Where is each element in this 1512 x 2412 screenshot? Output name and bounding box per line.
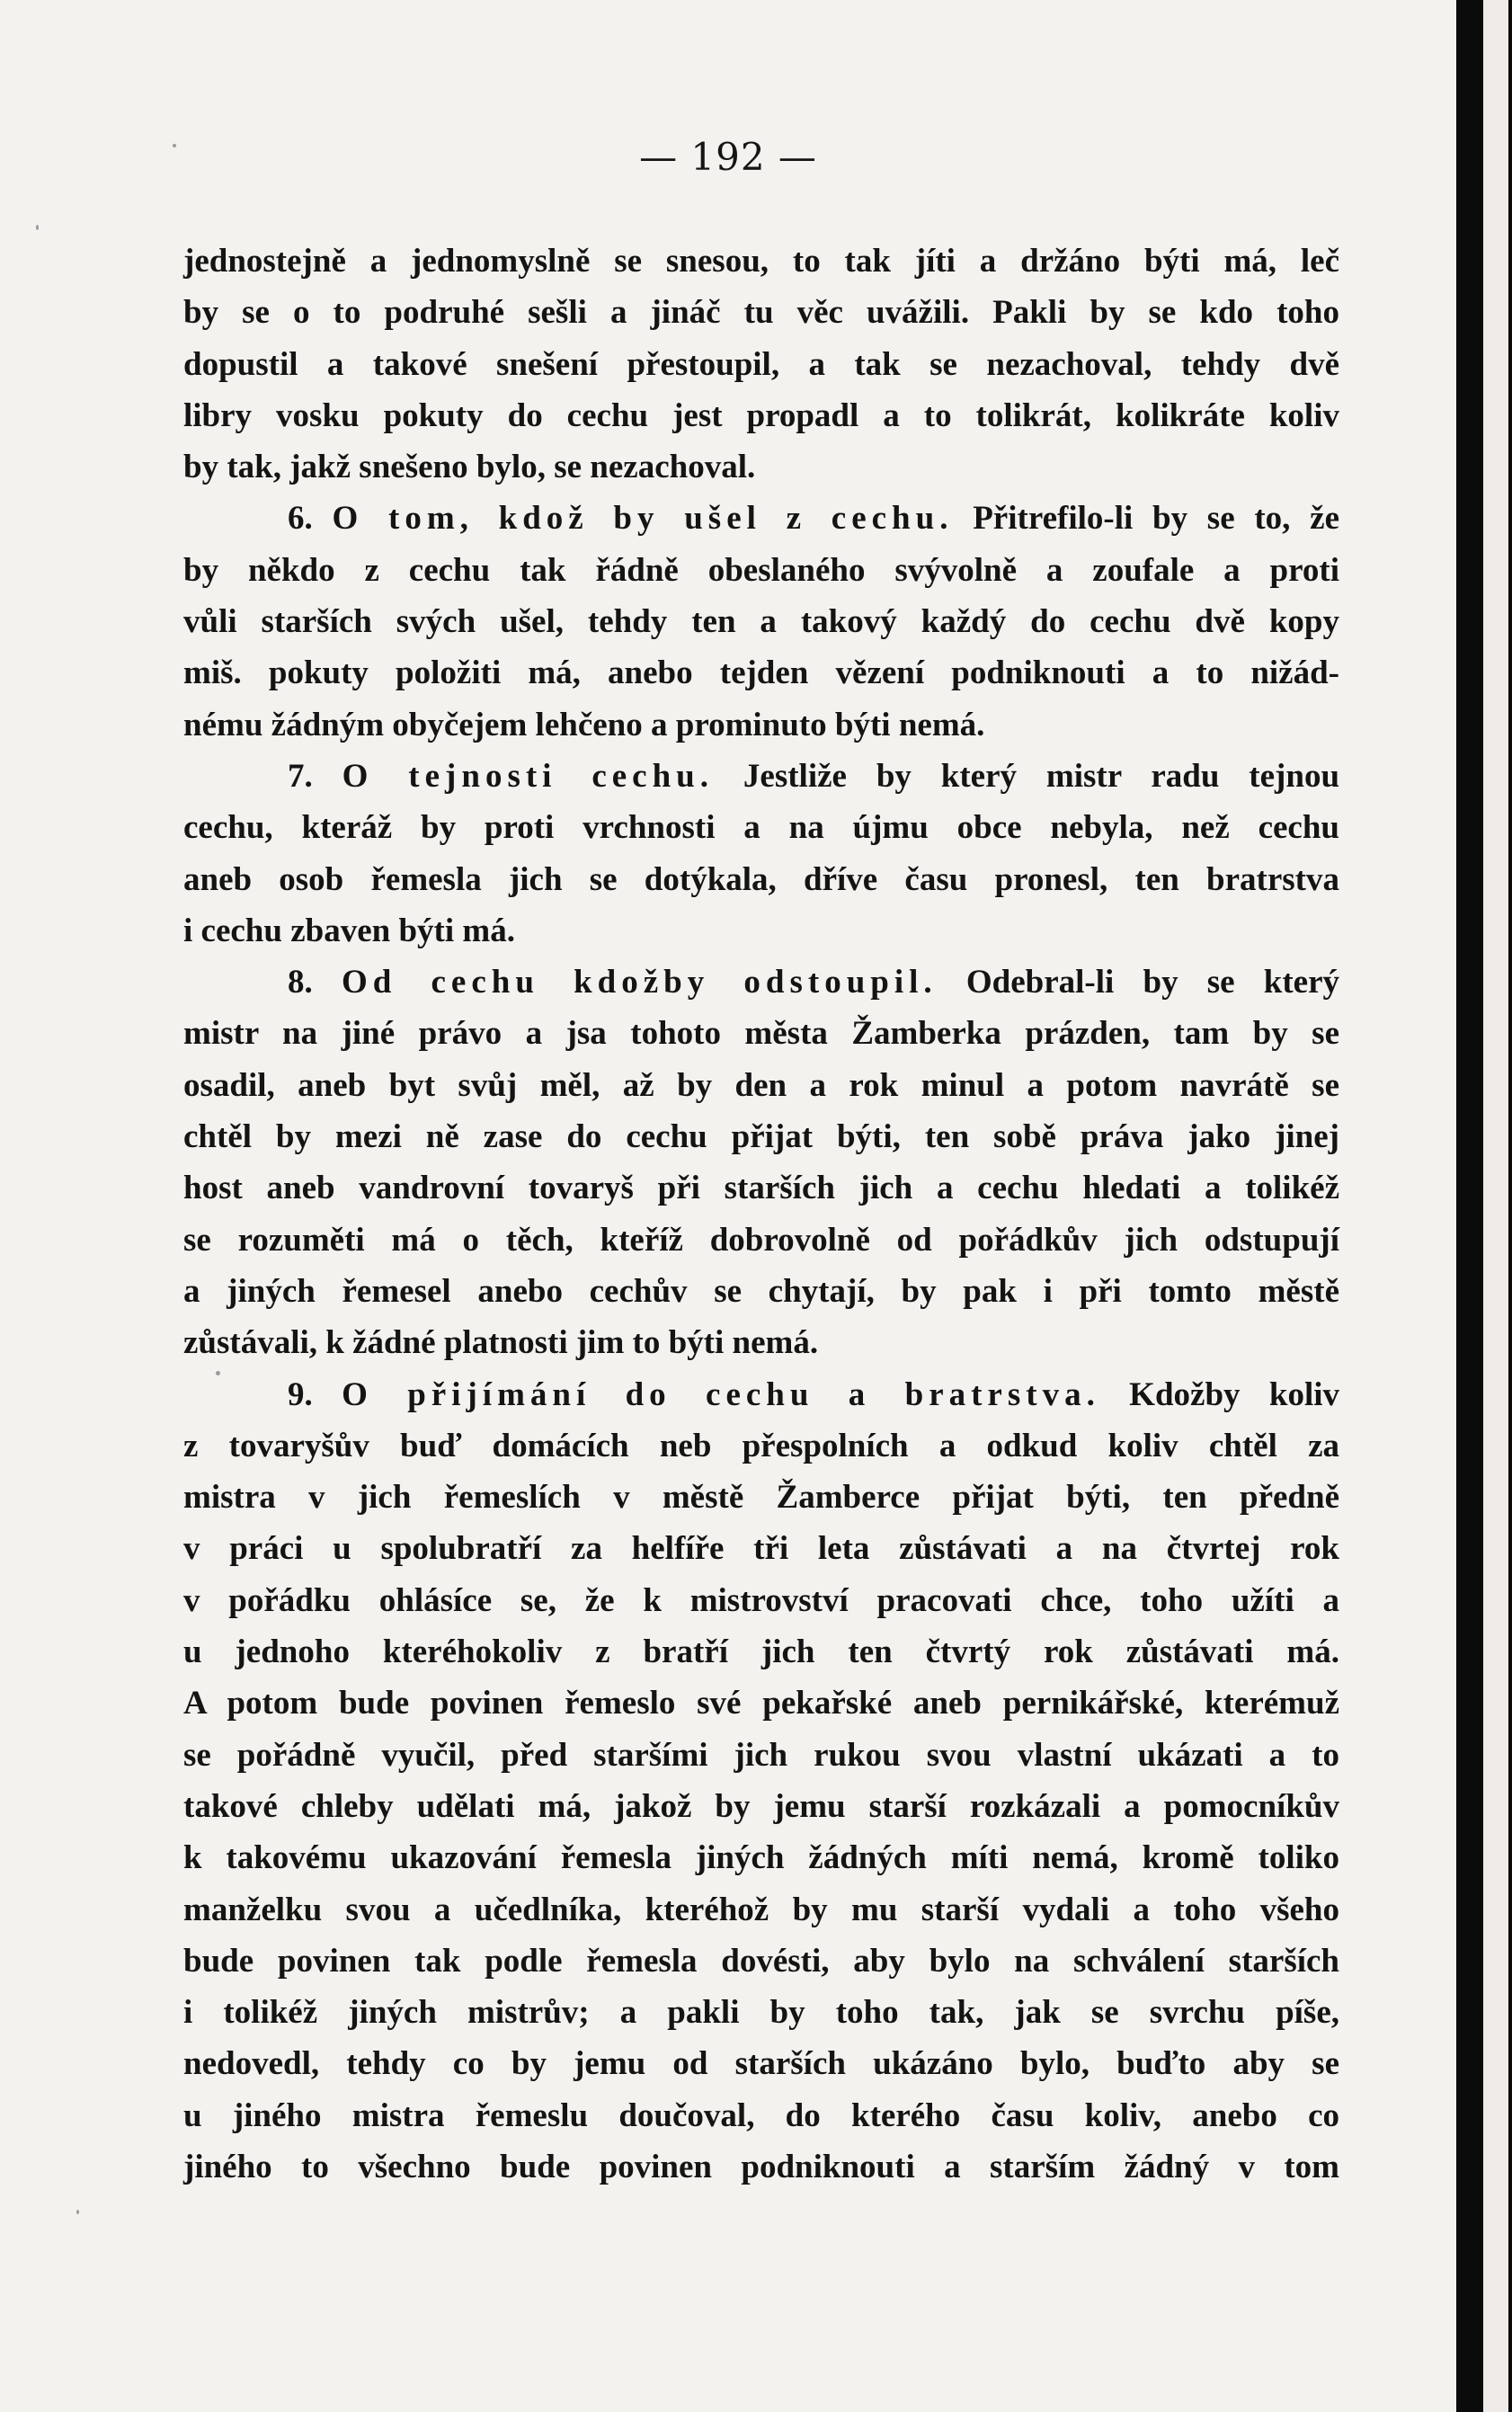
text-line: se rozuměti má o těch, kteříž dobrovolně od pořádkův jich odstupují	[183, 1221, 1339, 1259]
section-6-first-line	[183, 493, 1339, 544]
paper-speck	[36, 225, 39, 230]
section-heading: O tom, kdož by ušel z cechu.	[332, 500, 954, 538]
body-text	[183, 236, 1339, 2193]
text-line: mistra v jich řemeslích v městě Žamberce přijat býti, ten předně	[183, 1479, 1339, 1517]
text-line: miš. pokuty položiti má, anebo tejden vězení podniknouti a to nižád-	[183, 654, 1339, 692]
section-text: Odebral-li by se který	[965, 964, 1340, 1001]
text-line: i tolikéž jiných mistrův; a pakli by toho tak, jak se svrchu píše,	[183, 1994, 1339, 2032]
page-number: — 192 —	[639, 135, 817, 179]
text-line: aneb osob řemesla jich se dotýkala, dříve času pronesl, ten bratrstva	[183, 860, 1339, 898]
section-8-first-line	[183, 957, 1339, 1008]
text-line: se pořádně vyučil, před staršími jich rukou svou vlastní ukázati a to	[183, 1736, 1339, 1774]
text-line: by někdo z cechu tak řádně obeslaného svývolně a zoufale a proti	[183, 551, 1339, 589]
section-9-first-line	[183, 1369, 1339, 1420]
text-line: takové chleby udělati má, jakož by jemu starší rozkázali a pomocníkův	[183, 1787, 1339, 1825]
section-number: 9.	[288, 1375, 313, 1413]
section-7-first-line	[183, 751, 1339, 802]
text-line: host aneb vandrovní tovaryš při starších jich a cechu hledati a tolikéž	[183, 1170, 1339, 1207]
text-line: zůstávali, k žádné platnosti jim to býti nemá.	[183, 1324, 819, 1362]
text-line: manželku svou a učedlníka, kteréhož by mu starší vydali a toho všeho	[183, 1891, 1339, 1928]
section-heading: Od cechu kdožby odstoupil.	[341, 964, 938, 1001]
text-line: v práci u spolubratří za helfíře tři leta zůstávati a na čtvrtej rok	[183, 1530, 1339, 1568]
text-line: u jednoho kteréhokoliv z bratří jich ten čtvrtý rok zůstávati má.	[183, 1633, 1339, 1671]
text-line: bude povinen tak podle řemesla dovésti, aby bylo na schválení starších	[183, 1942, 1339, 1980]
text-line: nedovedl, tehdy co by jemu od starších ukázáno bylo, buďto aby se	[183, 2045, 1339, 2083]
text-line: jednostejně a jednomyslně se snesou, to tak jíti a držáno býti má, leč	[183, 243, 1339, 280]
section-number: 7.	[288, 757, 313, 795]
section-text: Jestliže by který mistr radu tejnou	[743, 757, 1340, 795]
paper-speck	[76, 2210, 79, 2214]
text-line: by se o to podruhé sešli a jináč tu věc uvážili. Pakli by se kdo toho	[183, 294, 1339, 332]
text-line: nému žádným obyčejem lehčeno a prominuto býti nemá.	[183, 706, 985, 743]
text-line: libry vosku pokuty do cechu jest propadl a to tolikrát, kolikráte koliv	[183, 396, 1339, 434]
section-heading: O přijímání do cechu a bratrstva.	[342, 1375, 1100, 1413]
text-line: osadil, aneb byt svůj měl, až by den a rok minul a potom navrátě se	[183, 1066, 1339, 1104]
text-line: a jiných řemesel anebo cechův se chytají, by pak i při tomto městě	[183, 1272, 1339, 1310]
text-line: u jiného mistra řemeslu doučoval, do kterého času koliv, anebo co	[183, 2096, 1339, 2134]
text-line: jiného to všechno bude povinen podniknouti a starším žádný v tom	[183, 2148, 1339, 2185]
text-line: mistr na jiné právo a jsa tohoto města Žamberka prázden, tam by se	[183, 1015, 1339, 1053]
text-line: dopustil a takové snešení přestoupil, a tak se nezachoval, tehdy dvě	[183, 345, 1339, 383]
scan-border	[1456, 0, 1512, 2412]
next-page-edge	[1483, 0, 1508, 2412]
section-number: 8.	[288, 964, 313, 1001]
section-number: 6.	[288, 500, 313, 538]
text-line: k takovému ukazování řemesla jiných žádných míti nemá, kromě toliko	[183, 1839, 1339, 1877]
text-line: z tovaryšův buď domácích neb přespolních a odkud koliv chtěl za	[183, 1427, 1339, 1464]
section-text: Kdožby koliv	[1129, 1375, 1340, 1413]
text-line: i cechu zbaven býti má.	[183, 912, 515, 949]
text-line: by tak, jakž snešeno bylo, se nezachoval.	[183, 449, 756, 486]
section-heading: O tejnosti cechu.	[342, 757, 714, 795]
text-line: v pořádku ohlásíce se, že k mistrovství pracovati chce, toho užíti a	[183, 1581, 1339, 1619]
text-line: cechu, kteráž by proti vrchnosti a na újmu obce nebyla, než cechu	[183, 809, 1339, 847]
text-line: chtěl by mezi ně zase do cechu přijat býti, ten sobě práva jako jinej	[183, 1118, 1339, 1156]
text-line: A potom bude povinen řemeslo své pekařské aneb pernikářské, kterémuž	[183, 1685, 1339, 1722]
section-text: Přitrefilo-li by se to, že	[973, 500, 1339, 538]
text-line: vůli starších svých ušel, tehdy ten a takový každý do cechu dvě kopy	[183, 603, 1339, 641]
